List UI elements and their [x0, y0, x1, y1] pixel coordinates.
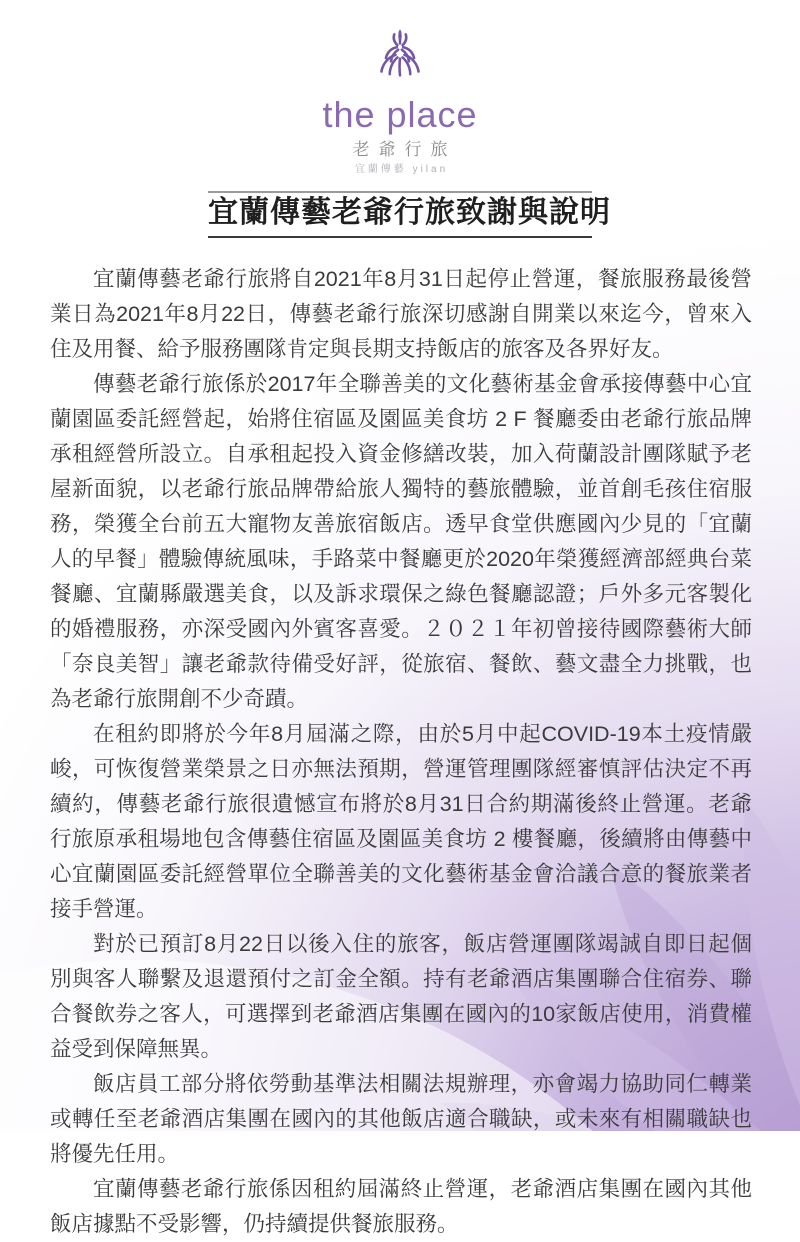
title-block: [208, 191, 611, 238]
paragraph-history: 傳藝老爺行旅係於2017年全聯善美的文化藝術基金會承接傳藝中心宜蘭園區委託經營起，始將住宿區及園區美食坊 2 F 餐廳委由老爺行旅品牌承租經營所設立。自承租起投入資金修繕改裝，加入荷蘭設計團隊賦予老屋新面貌，以老爺行旅品牌帶給旅人獨特的藝旅體驗，並首創毛孩住宿服務，榮獲全台前五大寵物友善旅宿飯店。透早食堂供應國內少見的「宜蘭人的早餐」體驗傳統風味，手路菜中餐廳更於2020年榮獲經濟部經典台菜餐廳、宜蘭縣嚴選美食，以及訴求環保之綠色餐廳認證；戶外多元客製化的婚禮服務，亦深受國內外賓客喜愛。２０２１年初曾接待國際藝術大師「奈良美智」讓老爺款待備受好評，從旅宿、餐飲、藝文盡全力挑戰，也為老爺行旅開創不少奇蹟。: [50, 371, 752, 711]
brand-name-chinese: 老爺行旅: [352, 139, 457, 159]
page-title: 宜蘭傳藝老爺行旅致謝與說明: [208, 195, 611, 229]
paragraph-closing: 宜蘭傳藝老爺行旅係因租約屆滿終止營運，老爺酒店集團在國內其他飯店據點不受影響，仍持續提供餐旅服務。: [50, 1176, 752, 1236]
paragraph-closure-reason: 在租約即將於今年8月屆滿之際，由於5月中起COVID-19本土疫情嚴峻，可恢復營業榮景之日亦無法預期，營運管理團隊經審慎評估決定不再續約，傳藝老爺行旅很遺憾宣布將於8月31日合約期滿後終止營運。老爺行旅原承租場地包含傳藝住宿區及園區美食坊 2 樓餐廳，後續將由傳藝中心宜蘭園區委託經營單位全聯善美的文化藝術基金會洽議合意的餐旅業者接手營運。: [50, 721, 752, 921]
announcement-body: [50, 262, 752, 1242]
fountain-logo-icon: [352, 28, 448, 92]
brand-location-subtitle: 宜蘭傳藝 yilan: [354, 163, 449, 175]
hotel-logo: [0, 0, 800, 175]
paragraph-opening: 宜蘭傳藝老爺行旅將自2021年8月31日起停止營運，餐旅服務最後營業日為2021年8月22日，傳藝老爺行旅深切感謝自開業以來迄今，曾來入住及用餐、給予服務團隊肯定與長期支持飯店的旅客及各界好友。: [50, 266, 752, 361]
paragraph-staff-policy: 飯店員工部分將依勞動基準法相關法規辦理，亦會竭力協助同仁轉業或轉任至老爺酒店集團在國內的其他飯店適合職缺，或未來有相關職缺也將優先任用。: [50, 1071, 752, 1166]
paragraph-refund-policy: 對於已預訂8月22日以後入住的旅客，飯店營運團隊竭誠自即日起個別與客人聯繫及退還預付之訂金全額。持有老爺酒店集團聯合住宿券、聯合餐飲券之客人，可選擇到老爺酒店集團在國內的10家飯店使用，消費權益受到保障無異。: [50, 931, 752, 1061]
brand-name: the place: [322, 94, 478, 135]
